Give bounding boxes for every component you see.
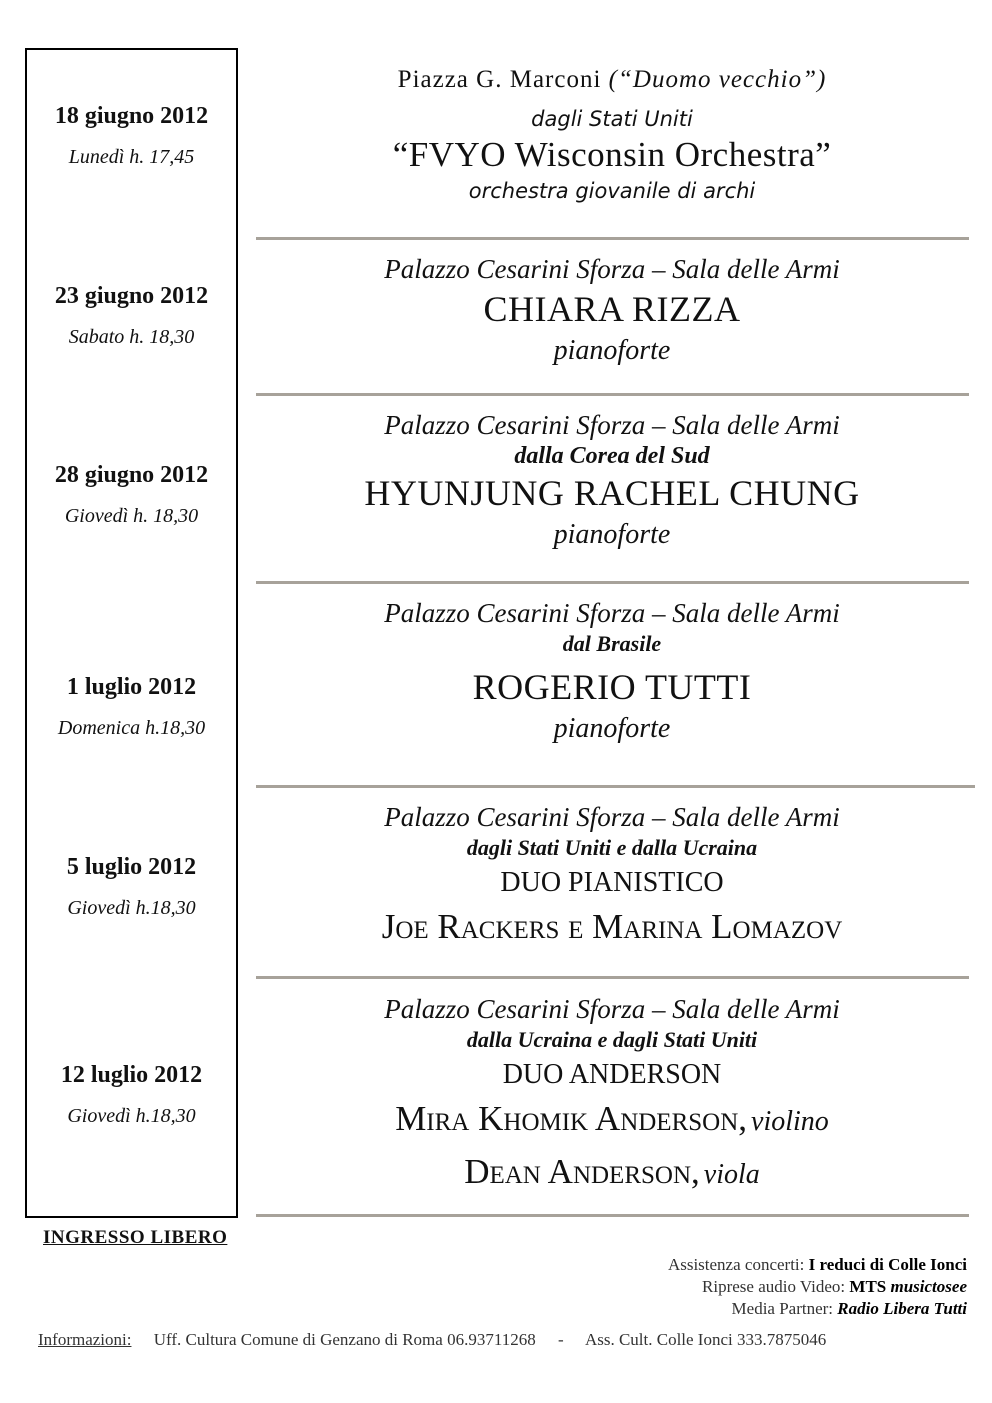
- event-venue: Palazzo Cesarini Sforza – Sala delle Armi: [384, 598, 840, 628]
- event-4: [256, 597, 968, 748]
- performer-name: Mira Khomik Anderson,: [395, 1099, 748, 1138]
- separator-line: [256, 976, 969, 979]
- event-origin: dal Brasile: [562, 631, 662, 656]
- time-label: Giovedì h.18,30: [67, 897, 196, 919]
- time-label: Sabato h. 18,30: [68, 326, 195, 348]
- separator-line: [256, 581, 969, 584]
- time-label: Domenica h.18,30: [57, 717, 206, 739]
- date-entry-1: [25, 103, 238, 169]
- event-performer: CHIARA RIZZA: [483, 289, 741, 329]
- event-5: [256, 801, 968, 950]
- event-performer: ROGERIO TUTTI: [472, 667, 752, 707]
- event-6: [256, 993, 968, 1202]
- event-performer: “FVYO Wisconsin Orchestra”: [392, 135, 832, 174]
- event-origin: dagli Stati Uniti e dalla Ucraina: [466, 835, 758, 860]
- event-description: orchestra giovanile di archi: [468, 179, 756, 203]
- date-entry-3: [25, 462, 238, 528]
- info-label: Informazioni:: [38, 1330, 132, 1349]
- event-2: [256, 253, 968, 370]
- venue-note: (“Duomo vecchio”): [608, 66, 827, 93]
- performer-line-1: [256, 1096, 968, 1149]
- performer-instrument: violino: [751, 1106, 829, 1137]
- date-entry-5: [25, 854, 238, 920]
- event-performer: HYUNJUNG RACHEL CHUNG: [364, 473, 860, 513]
- date-label: 5 luglio 2012: [66, 854, 197, 880]
- info-separator: -: [557, 1330, 564, 1349]
- performer-instrument: viola: [703, 1159, 760, 1190]
- time-label: Giovedì h.18,30: [67, 1105, 196, 1127]
- performer-line-2: [256, 1149, 968, 1202]
- separator-line: [256, 785, 975, 788]
- event-title: DUO ANDERSON: [502, 1059, 722, 1090]
- info-contact-2: Ass. Cult. Colle Ionci 333.7875046: [584, 1330, 827, 1349]
- credit-assistenza: Assistenza concerti: I reduci di Colle Ionci: [667, 1255, 967, 1274]
- separator-line: [256, 393, 969, 396]
- date-label: 12 luglio 2012: [60, 1062, 203, 1088]
- event-venue: Palazzo Cesarini Sforza – Sala delle Armi: [384, 410, 840, 440]
- event-origin: dagli Stati Uniti: [531, 107, 693, 131]
- event-venue: Palazzo Cesarini Sforza – Sala delle Armi: [384, 254, 840, 284]
- event-1: [256, 62, 968, 206]
- event-3: [256, 409, 968, 554]
- date-column-box: [25, 48, 238, 1218]
- separator-line: [256, 1214, 969, 1217]
- event-instrument: pianoforte: [553, 519, 671, 550]
- date-label: 18 giugno 2012: [54, 103, 209, 129]
- date-entry-6: [25, 1062, 238, 1128]
- event-instrument: pianoforte: [553, 713, 671, 744]
- event-origin: dalla Corea del Sud: [514, 443, 710, 469]
- date-label: 28 giugno 2012: [54, 462, 209, 488]
- event-instrument: pianoforte: [553, 335, 671, 366]
- date-entry-4: [25, 674, 238, 740]
- event-venue: Palazzo Cesarini Sforza – Sala delle Armi: [384, 994, 840, 1024]
- date-entry-2: [25, 283, 238, 349]
- event-title: DUO PIANISTICO: [500, 867, 724, 898]
- time-label: Lunedì h. 17,45: [68, 146, 195, 168]
- free-entry-label: INGRESSO LIBERO: [43, 1227, 228, 1248]
- event-performer: Joe Rackers e Marina Lomazov: [381, 907, 843, 946]
- performer-name: Dean Anderson,: [464, 1152, 700, 1191]
- time-label: Giovedì h. 18,30: [64, 505, 199, 527]
- credit-riprese: Riprese audio Video: MTS musictosee: [702, 1277, 967, 1296]
- date-label: 23 giugno 2012: [54, 283, 209, 309]
- info-line: [38, 1330, 826, 1350]
- event-venue: Palazzo Cesarini Sforza – Sala delle Armi: [384, 802, 840, 832]
- info-contact-1: Uff. Cultura Comune di Genzano di Roma 06.93711268: [153, 1330, 536, 1349]
- credit-media-partner: Media Partner: Radio Libera Tutti: [731, 1299, 967, 1318]
- event-origin: dalla Ucraina e dagli Stati Uniti: [466, 1027, 758, 1052]
- event-venue: Piazza G. Marconi (“Duomo vecchio”): [397, 66, 827, 93]
- separator-line: [256, 237, 969, 240]
- date-label: 1 luglio 2012: [66, 674, 197, 700]
